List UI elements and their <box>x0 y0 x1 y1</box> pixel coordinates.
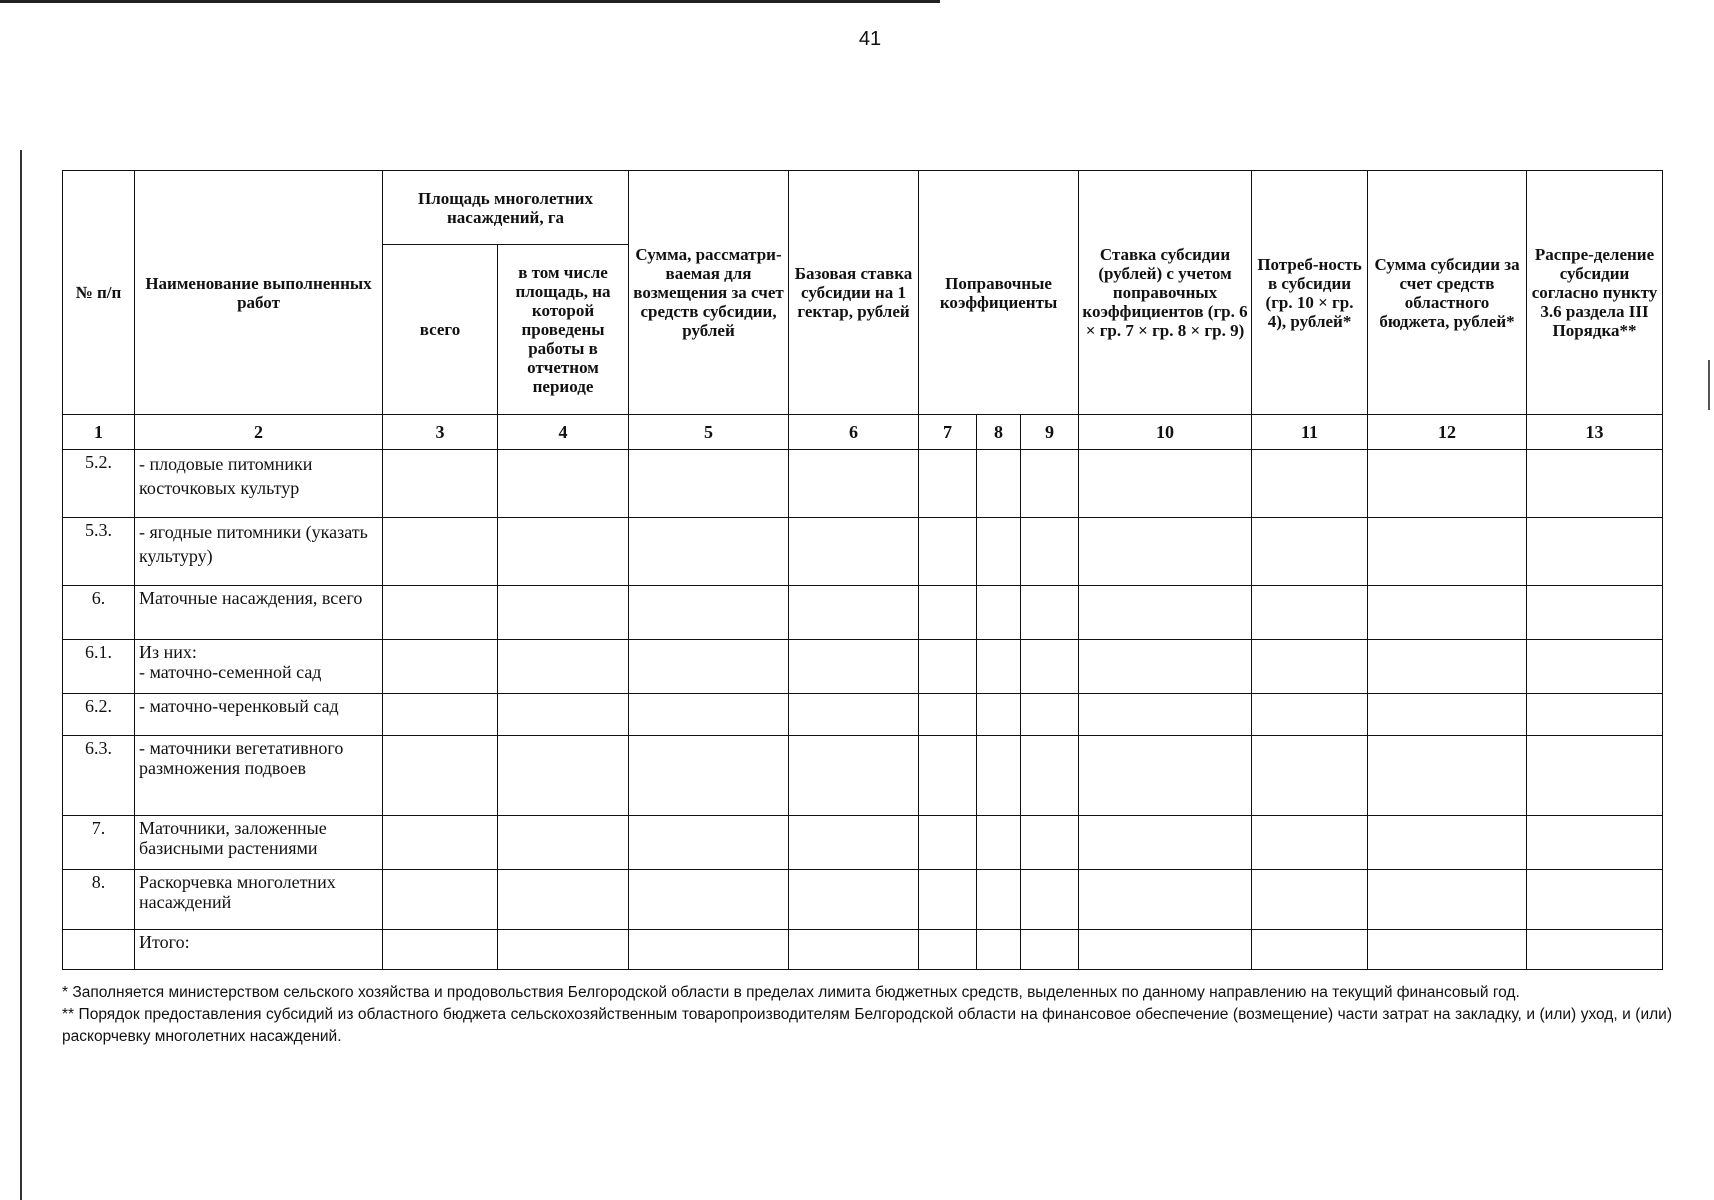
column-number: 8 <box>977 415 1021 450</box>
row-number: 5.3. <box>63 518 135 586</box>
empty-cell <box>1527 450 1663 518</box>
header-area-group: Площадь многолетних насаждений, га <box>383 171 629 245</box>
empty-cell <box>383 518 498 586</box>
empty-cell <box>1527 518 1663 586</box>
empty-cell <box>383 736 498 816</box>
header-rate-adjusted: Ставка субсидии (рублей) с учетом поправочных коэффициентов (гр. 6 × гр. 7 × гр. 8 × гр. 9) <box>1079 171 1252 415</box>
row-work-name: Итого: <box>135 930 383 970</box>
empty-cell <box>1368 450 1527 518</box>
header-base-rate: Базовая ставка субсидии на 1 гектар, рублей <box>789 171 919 415</box>
empty-cell <box>383 870 498 930</box>
empty-cell <box>629 736 789 816</box>
table-row <box>63 816 1663 870</box>
header-need: Потреб-ность в субсидии (гр. 10 × гр. 4), рублей* <box>1252 171 1368 415</box>
empty-cell <box>977 450 1021 518</box>
empty-cell <box>1252 694 1368 736</box>
empty-cell <box>789 694 919 736</box>
empty-cell <box>977 586 1021 640</box>
empty-cell <box>977 694 1021 736</box>
empty-cell <box>1252 450 1368 518</box>
empty-cell <box>498 586 629 640</box>
header-name: Наименование выполненных работ <box>135 171 383 415</box>
empty-cell <box>1079 870 1252 930</box>
empty-cell <box>629 450 789 518</box>
empty-cell <box>1021 694 1079 736</box>
empty-cell <box>1252 870 1368 930</box>
empty-cell <box>977 640 1021 694</box>
row-work-name: Маточники, заложенные базисными растениями <box>135 816 383 870</box>
header-area-reporting: в том числе площадь, на которой проведены работы в отчетном периоде <box>498 245 629 415</box>
column-number: 13 <box>1527 415 1663 450</box>
table-row <box>63 870 1663 930</box>
row-work-name: Маточные насаждения, всего <box>135 586 383 640</box>
row-number: 6.2. <box>63 694 135 736</box>
empty-cell <box>1021 640 1079 694</box>
empty-cell <box>977 518 1021 586</box>
empty-cell <box>919 870 977 930</box>
empty-cell <box>1252 586 1368 640</box>
footnote-double-asterisk: ** Порядок предоставления субсидий из областного бюджета сельскохозяйственным товаропроизводителям Белгородской области на финансовое обеспечение (возмещение) части затрат на закладку, и (или) уход, и (или) раскорчевку многолетних насаждений. <box>62 1006 1672 1045</box>
top-scan-border <box>0 0 940 3</box>
empty-cell <box>919 518 977 586</box>
empty-cell <box>919 930 977 970</box>
empty-cell <box>919 816 977 870</box>
page-number: 41 <box>858 28 882 50</box>
header-area-total: всего <box>383 245 498 415</box>
empty-cell <box>1527 816 1663 870</box>
header-coefficients: Поправочные коэффициенты <box>919 171 1079 415</box>
table-row <box>63 640 1663 694</box>
empty-cell <box>629 930 789 970</box>
empty-cell <box>498 930 629 970</box>
empty-cell <box>629 518 789 586</box>
empty-cell <box>1368 736 1527 816</box>
row-work-name: - ягодные питомники (указать культуру) <box>135 518 383 586</box>
empty-cell <box>1021 870 1079 930</box>
row-work-name: Раскорчевка многолетних насаждений <box>135 870 383 930</box>
row-number <box>63 930 135 970</box>
empty-cell <box>1252 518 1368 586</box>
empty-cell <box>383 586 498 640</box>
empty-cell <box>498 870 629 930</box>
empty-cell <box>789 450 919 518</box>
empty-cell <box>1079 930 1252 970</box>
row-number: 6.1. <box>63 640 135 694</box>
table-row <box>63 518 1663 586</box>
row-number: 7. <box>63 816 135 870</box>
empty-cell <box>1527 930 1663 970</box>
empty-cell <box>383 816 498 870</box>
footnote-single-asterisk: * Заполняется министерством сельского хозяйства и продовольствия Белгородской области в пределах лимита бюджетных средств, выделенных по данному направлению на текущий финансовый год. <box>62 984 1520 1001</box>
empty-cell <box>1527 694 1663 736</box>
column-number: 4 <box>498 415 629 450</box>
row-work-name: - плодовые питомники косточковых культур <box>135 450 383 518</box>
column-number: 3 <box>383 415 498 450</box>
empty-cell <box>498 640 629 694</box>
empty-cell <box>629 694 789 736</box>
empty-cell <box>1252 736 1368 816</box>
table-row <box>63 586 1663 640</box>
table-row <box>63 736 1663 816</box>
row-work-name: - маточники вегетативного размножения подвоев <box>135 736 383 816</box>
empty-cell <box>1527 870 1663 930</box>
empty-cell <box>1252 930 1368 970</box>
column-number: 10 <box>1079 415 1252 450</box>
table-row <box>63 694 1663 736</box>
row-work-name: Из них: - маточно-семенной сад <box>135 640 383 694</box>
empty-cell <box>1021 518 1079 586</box>
empty-cell <box>1368 586 1527 640</box>
right-scan-mark <box>1708 360 1710 410</box>
empty-cell <box>789 518 919 586</box>
left-scan-border <box>20 150 22 1200</box>
empty-cell <box>1252 816 1368 870</box>
empty-cell <box>919 586 977 640</box>
row-number: 6. <box>63 586 135 640</box>
table-body <box>63 450 1663 970</box>
empty-cell <box>1527 586 1663 640</box>
column-number: 5 <box>629 415 789 450</box>
subsidy-table <box>62 170 1663 970</box>
empty-cell <box>629 870 789 930</box>
header-regional-sum: Сумма субсидии за счет средств областного бюджета, рублей* <box>1368 171 1527 415</box>
empty-cell <box>383 450 498 518</box>
empty-cell <box>383 640 498 694</box>
empty-cell <box>498 816 629 870</box>
empty-cell <box>1021 736 1079 816</box>
empty-cell <box>383 694 498 736</box>
header-distribution: Распре-деление субсидии согласно пункту 3.6 раздела III Порядка** <box>1527 171 1663 415</box>
empty-cell <box>789 736 919 816</box>
empty-cell <box>498 518 629 586</box>
empty-cell <box>789 816 919 870</box>
row-work-name: - маточно-черенковый сад <box>135 694 383 736</box>
empty-cell <box>1079 450 1252 518</box>
empty-cell <box>1368 930 1527 970</box>
empty-cell <box>629 586 789 640</box>
empty-cell <box>1527 736 1663 816</box>
empty-cell <box>1368 640 1527 694</box>
empty-cell <box>919 450 977 518</box>
empty-cell <box>919 736 977 816</box>
column-number: 9 <box>1021 415 1079 450</box>
column-number: 6 <box>789 415 919 450</box>
column-number: 1 <box>63 415 135 450</box>
empty-cell <box>383 930 498 970</box>
empty-cell <box>1527 640 1663 694</box>
table-row <box>63 930 1663 970</box>
empty-cell <box>919 640 977 694</box>
header-sum-reimbursement: Сумма, рассматри-ваемая для возмещения за счет средств субсидии, рублей <box>629 171 789 415</box>
empty-cell <box>977 736 1021 816</box>
footnotes <box>62 982 1672 1048</box>
empty-cell <box>919 694 977 736</box>
empty-cell <box>977 816 1021 870</box>
empty-cell <box>789 930 919 970</box>
empty-cell <box>1021 930 1079 970</box>
empty-cell <box>1079 694 1252 736</box>
empty-cell <box>1368 518 1527 586</box>
empty-cell <box>1021 816 1079 870</box>
empty-cell <box>1368 816 1527 870</box>
empty-cell <box>498 736 629 816</box>
empty-cell <box>1079 586 1252 640</box>
empty-cell <box>498 694 629 736</box>
empty-cell <box>977 870 1021 930</box>
empty-cell <box>1368 694 1527 736</box>
empty-cell <box>1079 816 1252 870</box>
row-number: 6.3. <box>63 736 135 816</box>
empty-cell <box>1079 640 1252 694</box>
empty-cell <box>789 640 919 694</box>
empty-cell <box>1368 870 1527 930</box>
table-row <box>63 450 1663 518</box>
header-num: № п/п <box>63 171 135 415</box>
empty-cell <box>789 870 919 930</box>
empty-cell <box>977 930 1021 970</box>
empty-cell <box>789 586 919 640</box>
empty-cell <box>1252 640 1368 694</box>
empty-cell <box>1021 586 1079 640</box>
row-number: 8. <box>63 870 135 930</box>
empty-cell <box>1021 450 1079 518</box>
column-number: 11 <box>1252 415 1368 450</box>
row-number: 5.2. <box>63 450 135 518</box>
empty-cell <box>1079 518 1252 586</box>
column-number: 7 <box>919 415 977 450</box>
empty-cell <box>629 640 789 694</box>
empty-cell <box>1079 736 1252 816</box>
column-number: 2 <box>135 415 383 450</box>
empty-cell <box>498 450 629 518</box>
empty-cell <box>629 816 789 870</box>
column-number: 12 <box>1368 415 1527 450</box>
